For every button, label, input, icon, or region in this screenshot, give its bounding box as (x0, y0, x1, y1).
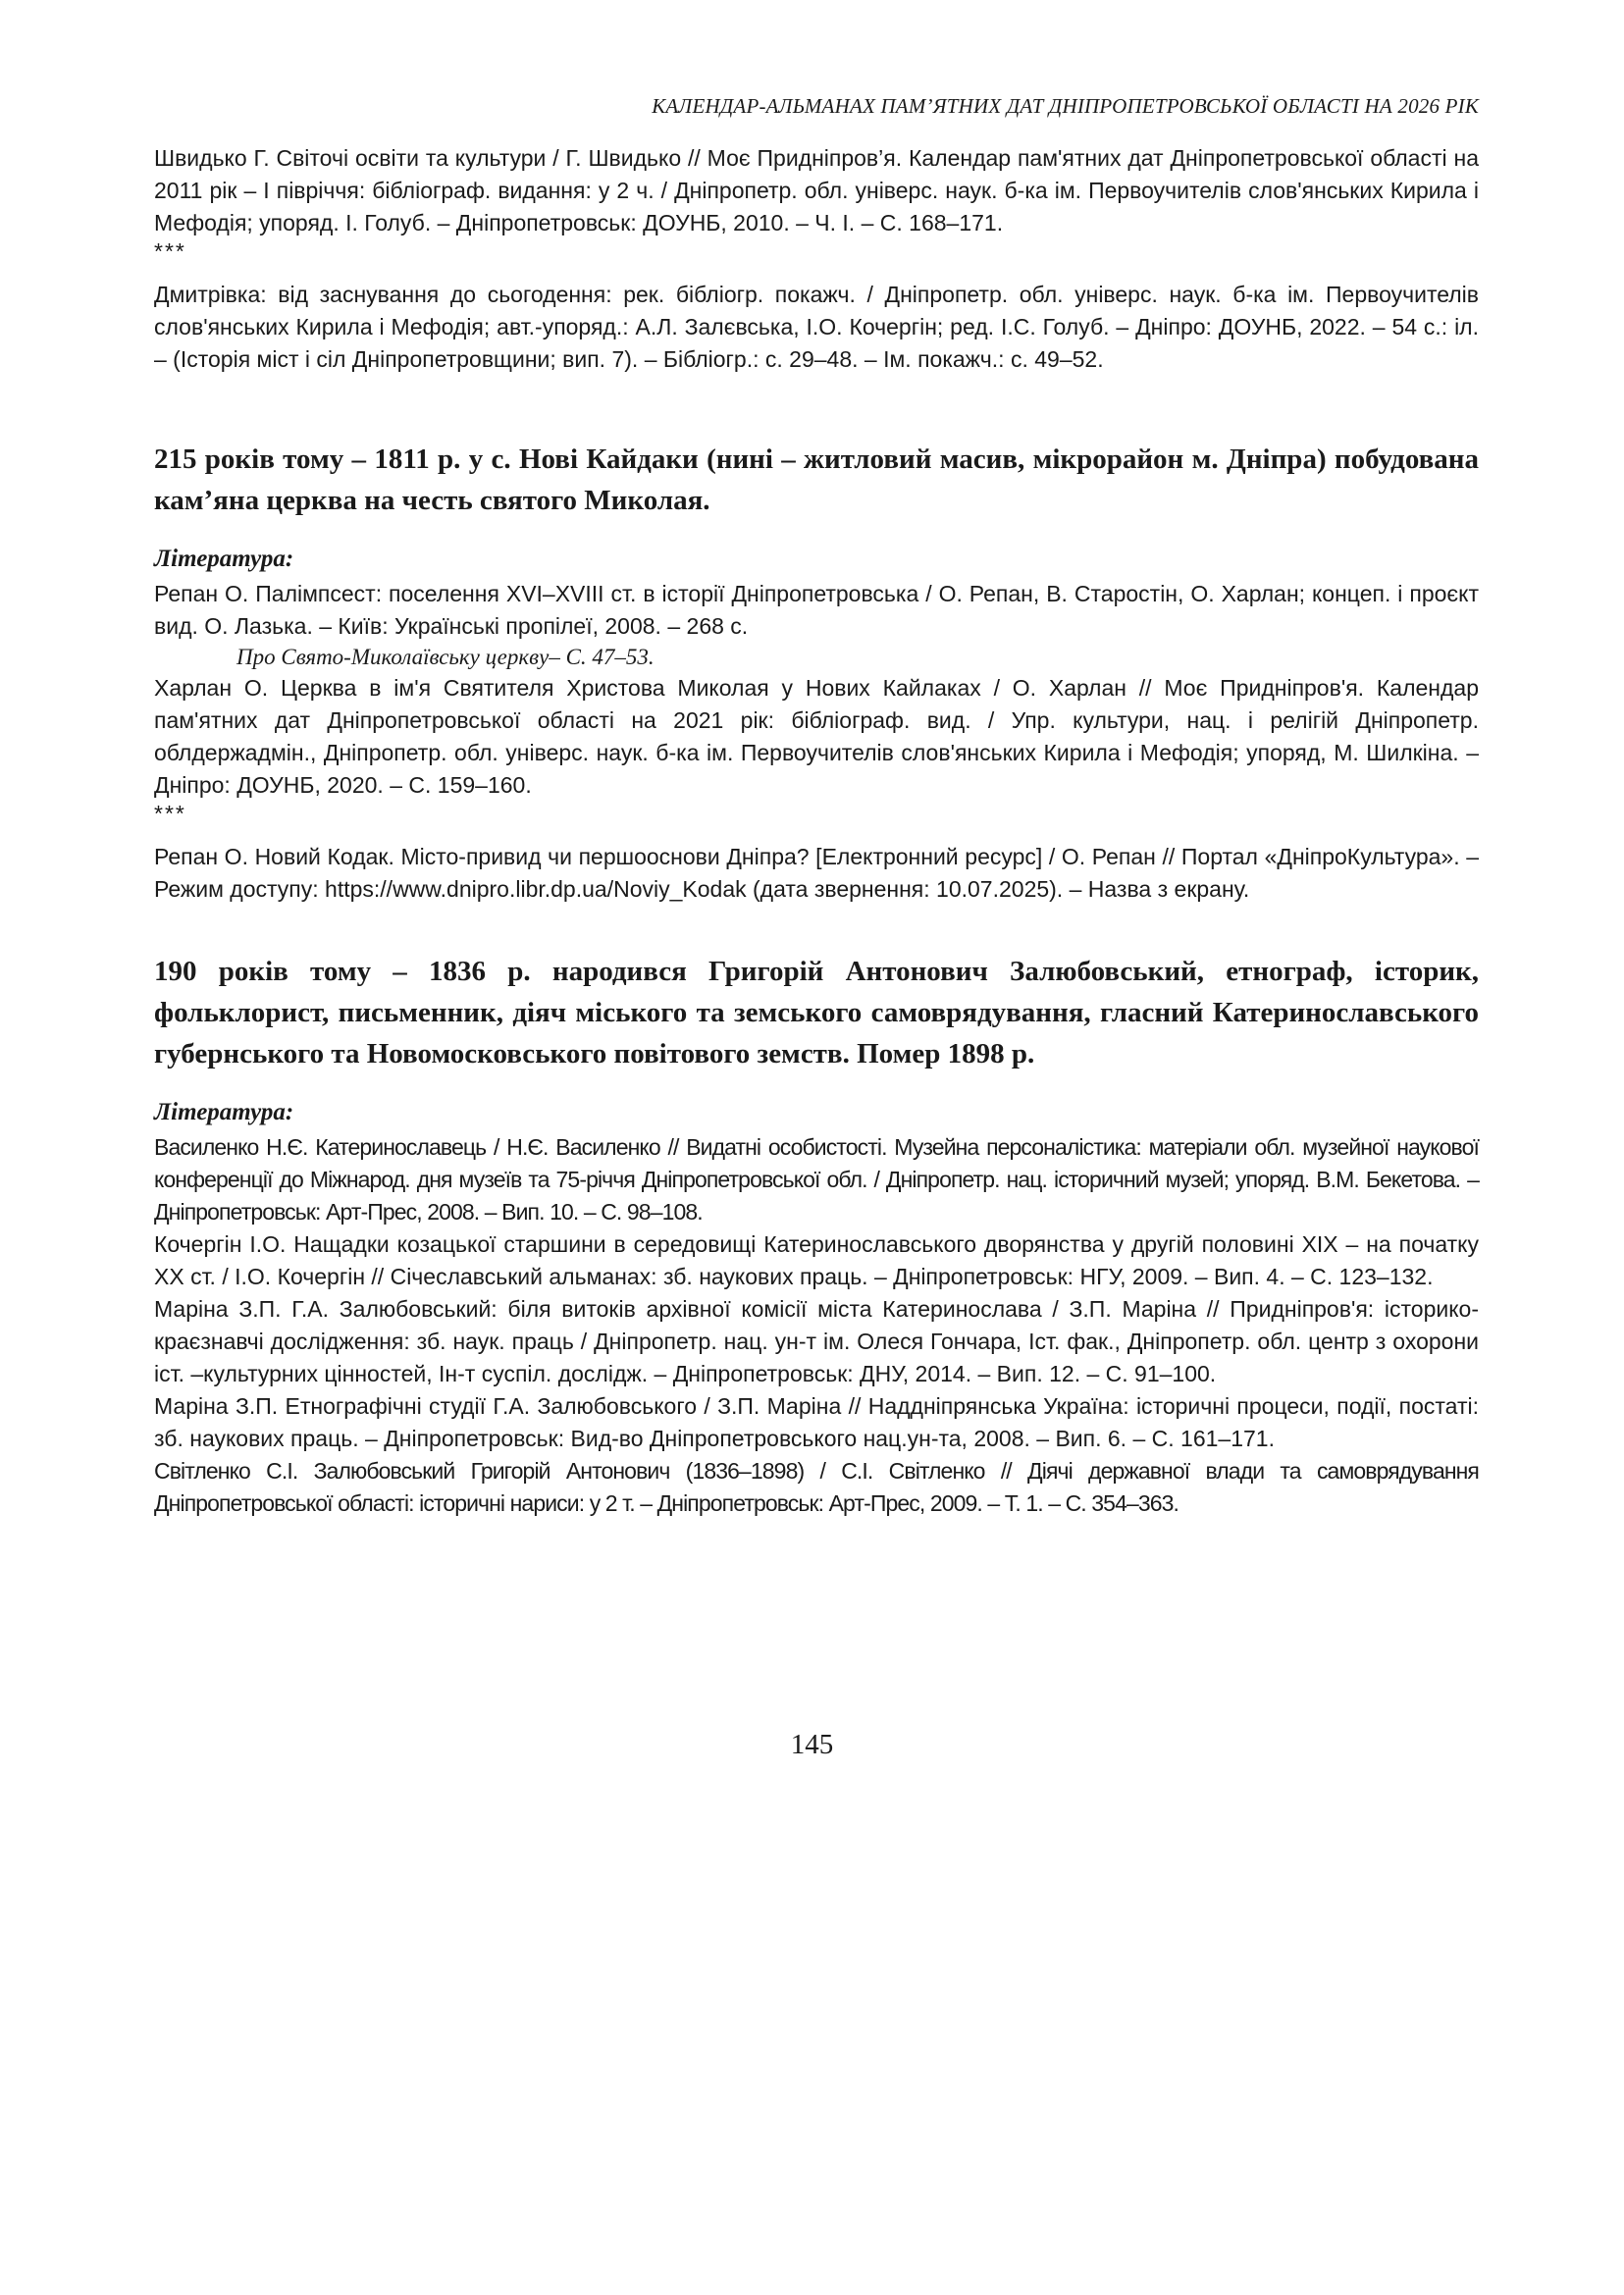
bibliography-entry: Швидько Г. Світочі освіти та культури / Г. Швидько // Моє Придніпров’я. Календар пам'ятних дат Дніпропетровської області на 2011 рік – І півріччя: бібліограф. видання: у 2 ч. / Дніпропетр. обл. універс. наук. б-ка ім. Первоучителів слов'янських Кирила і Мефодія; упоряд. І. Голуб. – Дніпропетровськ: ДОУНБ, 2010. – Ч. І. – С. 168–171. (154, 145, 1479, 235)
bibliography-note: Про Свято-Миколаївську церкву– С. 47–53. (236, 645, 655, 669)
separator-stars: *** (154, 801, 186, 826)
bibliography-entry: Репан О. Новий Кодак. Місто-привид чи першооснови Дніпра? [Електронний ресурс] / О. Репан // Портал «ДніпроКультура». – Режим доступу: https://www.dnipro.libr.dp.ua/Noviy_Kodak (дата звернення: 10.07.2025). – Назва з екрану. (154, 844, 1479, 902)
page-number: 145 (790, 1729, 834, 1760)
section-heading: 215 років тому – 1811 р. у с. Нові Кайдаки (нині – житловий масив, мікрорайон м. Дніпра) побудована кам’яна церква на честь святого Миколая. (154, 443, 1479, 516)
bibliography-entry: Харлан О. Церква в ім'я Святителя Христова Миколая у Нових Кайлаках / О. Харлан // Моє Придніпров'я. Календар пам'ятних дат Дніпропетровської області на 2021 рік: бібліограф. вид. / Упр. культури, нац. і релігій Дніпропетр. облдержадмін., Дніпропетр. обл. універс. наук. б-ка ім. Первоучителів слов'янських Кирила і Мефодія; упоряд, М. Шилкіна. – Дніпро: ДОУНБ, 2020. – С. 159–160. (154, 675, 1479, 798)
section-heading: 190 років тому – 1836 р. народився Григорій Антонович Залюбовський, етнограф, історик, фольклорист, письменник, діяч міського та земського самоврядування, гласний Катеринославського губернського та Новомосковського повітового земств. Помер 1898 р. (154, 956, 1479, 1069)
bibliography-entry: Репан О. Палімпсест: поселення XVI–XVIII ст. в історії Дніпропетровська / О. Репан, В. Старостін, О. Харлан; концеп. і проєкт вид. О. Лазька. – Київ: Українські пропілеї, 2008. – 268 с. (154, 581, 1479, 639)
bibliography-entry: Дмитрівка: від заснування до сьогодення: рек. бібліогр. покажч. / Дніпропетр. обл. універс. наук. б-ка ім. Первоучителів слов'янських Кирила і Мефодія; авт.-упоряд.: А.Л. Залєвська, І.О. Кочергін; ред. І.С. Голуб. – Дніпро: ДОУНБ, 2022. – 54 с.: іл. – (Історія міст і сіл Дніпропетровщини; вип. 7). – Бібліогр.: с. 29–48. – Ім. покажч.: с. 49–52. (154, 282, 1479, 372)
separator-stars: *** (154, 238, 186, 264)
page-content (154, 94, 1479, 1520)
literature-label: Література: (154, 546, 294, 572)
bibliography-entry: Василенко Н.Є. Катеринославець / Н.Є. Василенко // Видатні особистості. Музейна персоналістика: матеріали обл. музейної наукової конференції до Міжнарод. дня музеїв та 75-річчя Дніпропетровської обл. / Дніпропетр. нац. історичний музей; упоряд. В.М. Бекетова. – Дніпропетровськ: Арт-Прес, 2008. – Вип. 10. – С. 98–108. (154, 1134, 1479, 1225)
literature-label: Література: (154, 1099, 294, 1125)
running-header: КАЛЕНДАР-АЛЬМАНАХ ПАМ’ЯТНИХ ДАТ ДНІПРОПЕТРОВСЬКОЇ ОБЛАСТІ НА 2026 РІК (652, 94, 1479, 118)
bibliography-entry: Маріна З.П. Г.А. Залюбовський: біля витоків архівної комісії міста Катеринослава / З.П. Маріна // Придніпров'я: історико-краєзнавчі дослідження: зб. наук. праць / Дніпропетр. нац. ун-т ім. Олеся Гончара, Іст. фак., Дніпропетр. обл. центр з охорони іст. –культурних цінностей, Ін-т суспіл. дослідж. – Дніпропетровськ: ДНУ, 2014. – Вип. 12. – С. 91–100. (154, 1296, 1479, 1386)
bibliography-entry: Світленко С.І. Залюбовський Григорій Антонович (1836–1898) / С.І. Світленко // Діячі державної влади та самоврядування Дніпропетровської області: історичні нариси: у 2 т. – Дніпропетровськ: Арт-Прес, 2009. – Т. 1. – С. 354–363. (154, 1458, 1479, 1516)
bibliography-entry: Кочергін І.О. Нащадки козацької старшини в середовищі Катеринославського дворянства у другій половині XIX – на початку XX ст. / І.О. Кочергін // Січеславський альманах: зб. наукових праць. – Дніпропетровськ: НГУ, 2009. – Вип. 4. – С. 123–132. (154, 1231, 1479, 1289)
bibliography-entry: Маріна З.П. Етнографічні студії Г.А. Залюбовського / З.П. Маріна // Наддніпрянська Україна: історичні процеси, події, постаті: зб. наукових праць. – Дніпропетровськ: Вид-во Дніпропетровського нац.ун-та, 2008. – Вип. 6. – С. 161–171. (154, 1393, 1479, 1451)
